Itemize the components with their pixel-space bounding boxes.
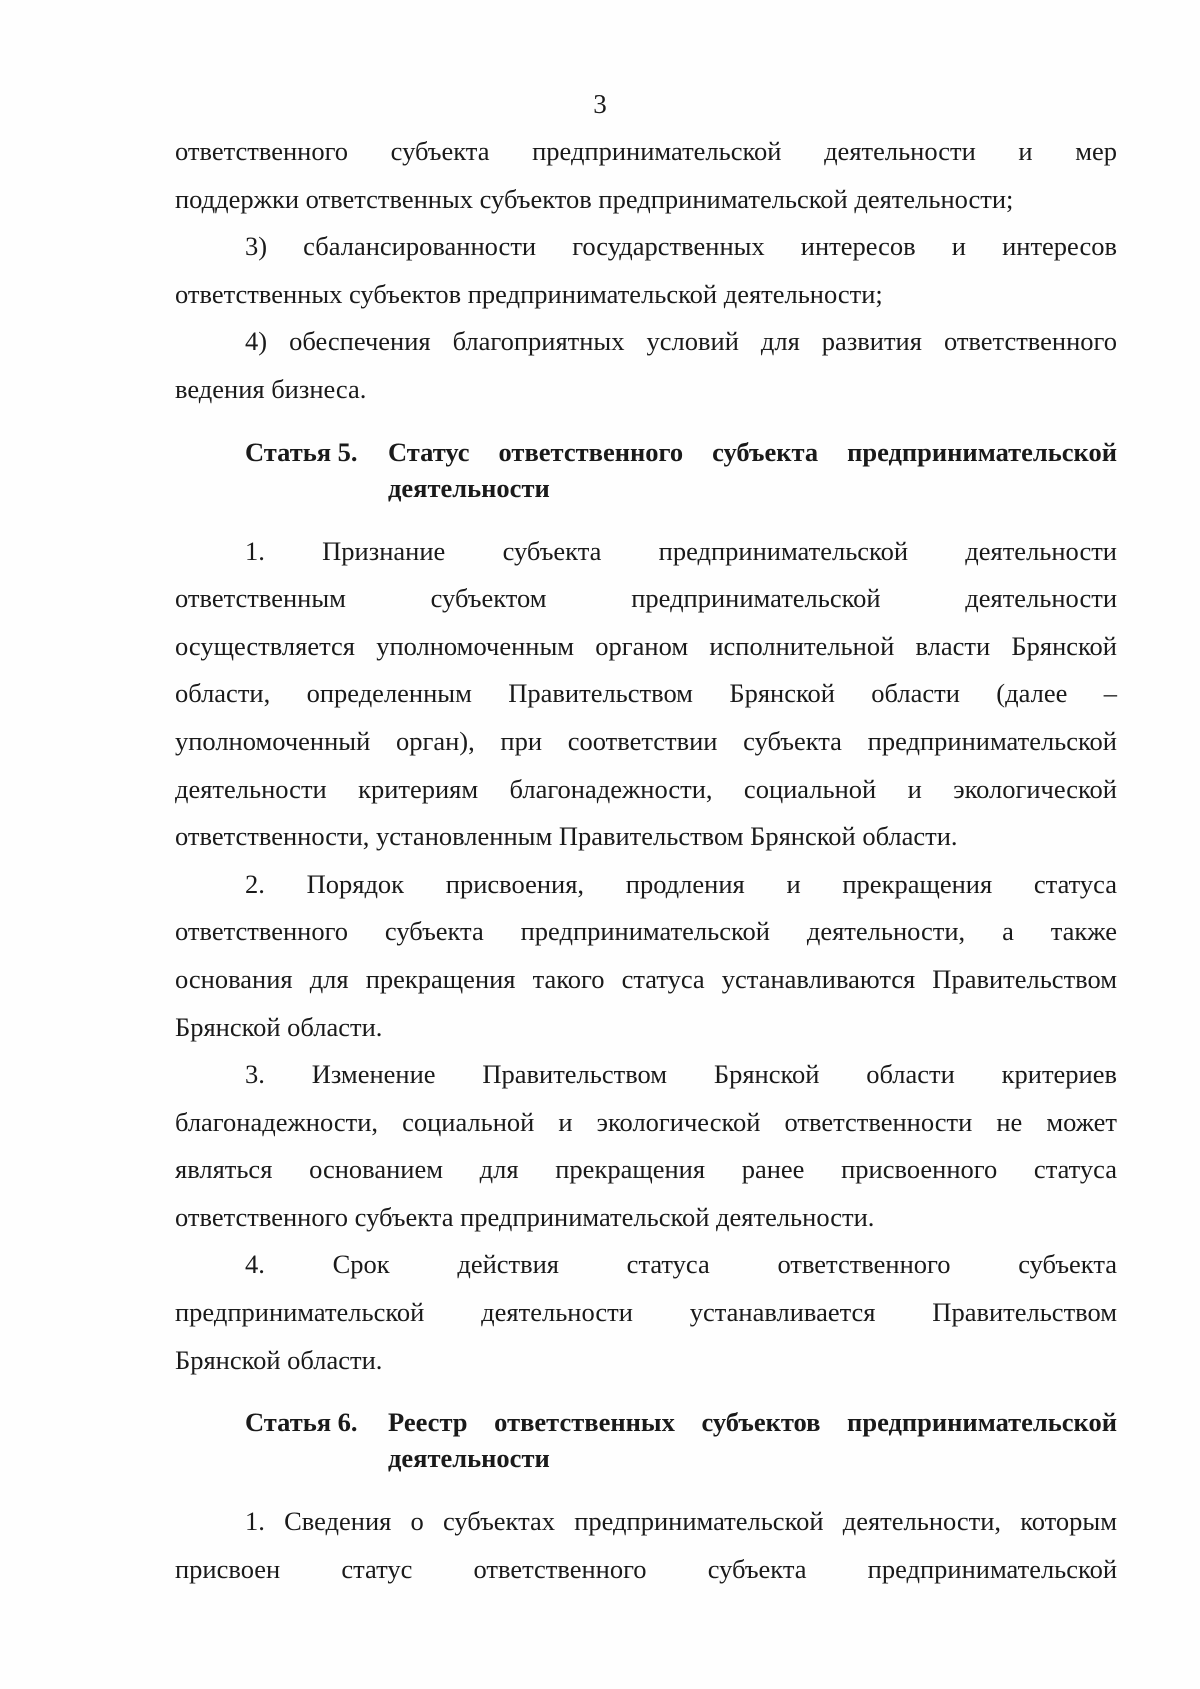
article-5-item-2: 2. Порядок присвоения, продления и прекращения статуса: [245, 868, 1117, 899]
article-6-label: Статья 6.: [245, 1407, 358, 1438]
article-5-title-line: деятельности: [388, 472, 550, 503]
text-line: основания для прекращения такого статуса устанавливаются Правительством: [175, 963, 1117, 994]
article-5-item-3: 3. Изменение Правительством Брянской области критериев: [245, 1059, 1117, 1090]
list-item-3: 3) сбалансированности государственных интересов и интересов: [245, 231, 1117, 262]
text-line: ответственного субъекта предпринимательской деятельности, а также: [175, 916, 1117, 947]
text-line: Брянской области.: [175, 1344, 383, 1375]
text-line: поддержки ответственных субъектов предпринимательской деятельности;: [175, 183, 1014, 214]
text-line: предпринимательской деятельности устанавливается Правительством: [175, 1297, 1117, 1328]
article-6-heading: [175, 1404, 1117, 1476]
article-5-item-1: 1. Признание субъекта предпринимательской деятельности: [245, 535, 1117, 566]
page-number: 3: [593, 89, 607, 119]
text-line: присвоен статус ответственного субъекта предпринимательской: [175, 1553, 1117, 1584]
article-5-title: [388, 434, 1117, 506]
text-line: осуществляется уполномоченным органом исполнительной власти Брянской: [175, 630, 1117, 661]
page-content: [175, 128, 1117, 1593]
text-line: ответственным субъектом предпринимательской деятельности: [175, 583, 1117, 614]
article-6-item-1: 1. Сведения о субъектах предпринимательской деятельности, которым: [245, 1506, 1117, 1537]
article-6-title: [388, 1404, 1117, 1476]
text-line: области, определенным Правительством Брянской области (далее –: [175, 678, 1117, 709]
text-line: деятельности критериям благонадежности, социальной и экологической: [175, 773, 1117, 804]
article-5-item-4: 4. Срок действия статуса ответственного субъекта: [245, 1249, 1117, 1280]
text-line: ведения бизнеса.: [175, 373, 367, 404]
text-line: ответственных субъектов предпринимательской деятельности;: [175, 278, 883, 309]
article-5-heading: [175, 434, 1117, 506]
article-5-label: Статья 5.: [245, 436, 358, 467]
text-line: ответственности, установленным Правительством Брянской области.: [175, 821, 958, 852]
article-5-title-line: Статус ответственного субъекта предпринимательской: [388, 436, 1117, 467]
text-line: являться основанием для прекращения ранее присвоенного статуса: [175, 1154, 1117, 1185]
list-item-4: 4) обеспечения благоприятных условий для развития ответственного: [245, 326, 1117, 357]
text-line: благонадежности, социальной и экологической ответственности не может: [175, 1106, 1117, 1137]
text-line: ответственного субъекта предпринимательской деятельности и мер: [175, 136, 1117, 166]
text-line: ответственного субъекта предпринимательской деятельности.: [175, 1201, 875, 1232]
text-line: Брянской области.: [175, 1011, 383, 1042]
text-line: уполномоченный орган), при соответствии субъекта предпринимательской: [175, 725, 1117, 756]
article-6-title-line: Реестр ответственных субъектов предпринимательской: [388, 1407, 1117, 1438]
article-6-title-line: деятельности: [388, 1443, 550, 1474]
